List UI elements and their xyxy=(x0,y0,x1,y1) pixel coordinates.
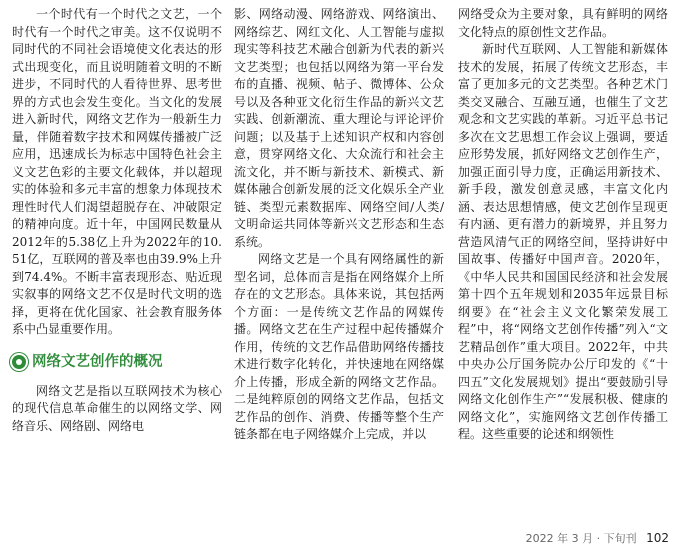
paragraph: 一个时代有一个时代之文艺，一个时代有一个时代之审美。这不仅说明不同时代的不同社会语境使文化表达的形式出现变化，而且说明随着文明的不断进步，不同时代的人看待世界、思考世界的方式也会发生变化。当文化的发展进入新时代，网络文艺作为一般新生力量，伴随着数字技术和网媒传播被广泛应用，迅速成长为标志中国特色社会主义文艺色彩的主要文化载体，并以超现实的体验和多元丰富的想象力体现技术理性时代人们渴望超脱存在、冲破限定的精神向度。近十年，中国网民数量从2012年的5.38亿上升为2022年的10.51亿，互联网的普及率也由39.9%上升到74.4%。不断丰富表现形态、贴近现实叙事的网络文艺不仅是时代文明的选择，更将在优化国家、社会教育服务体系中凸显重要作用。 xyxy=(12,7,222,336)
column-2 xyxy=(234,6,444,444)
page-footer xyxy=(0,530,669,546)
paragraph: 网络文艺是指以互联网技术为核心的现代信息革命催生的以网络文学、网络音乐、网络剧、网络电 xyxy=(12,383,222,433)
page-number: 102 xyxy=(646,531,669,545)
section-heading xyxy=(12,352,222,372)
section-heading-text: 网络文艺创作的概况 xyxy=(32,353,163,370)
issue-date: 2022 年 3 月 · 下旬刊 xyxy=(525,532,637,545)
bullet-circle-icon xyxy=(12,355,26,369)
paragraph-continued: 影、网络动漫、网络游戏、网络演出、网络综艺、网红文化、人工智能与虚拟现实等科技艺术融合创新为代表的新兴文艺类型；也包括以网络为第一平台发布的直播、视频、帖子、微博体、公众号以及各种亚文化衍生作品的新兴文艺实践、创新潮流、重大理论与评论评价问题；以及基于上述知识产权和内容创意，贯穿网络文化、大众流行和社会主流文化，并不断与新技术、新模式、新媒体融合创新发展的泛文化娱乐全产业链、类型元素数据库、网络空间/人类/文明命运共同体等新兴文艺形态和生态系统。 xyxy=(234,7,444,249)
paragraph: 网络文艺是一个具有网络属性的新型名词，总体而言是指在网络媒介上所存在的文艺形态。具体来说，其包括两个方面：一是传统文艺作品的网媒传播。网络文艺在生产过程中起传播媒介作用，传统的文艺作品借助网络传播技术进行数字化转化，并快速地在网络媒介上传播，形成全新的网络文艺作品。二是纯粹原创的网络文艺作品，包括文艺作品的创作、消费、传播等整个生产链条都在电子网络媒介上完成，并以 xyxy=(234,252,444,441)
paragraph: 新时代互联网、人工智能和新媒体技术的发展，拓展了传统文艺形态，丰富了更加多元的文艺类型。各种艺术门类交叉融合、互融互通，也催生了文艺观念和文艺实践的革新。习近平总书记多次在文艺思想工作会议上强调，要适应形势发展，抓好网络文艺创作生产，加强正面引导力度，正确运用新技术、新手段，激发创意灵感，丰富文化内涵、表达思想情感，使文艺创作呈现更有内涵、更有潜力的新境界，并且努力营造风清气正的网络空间，坚持讲好中国故事、传播好中国声音。2020年，《中华人民共和国国民经济和社会发展第十四个五年规划和2035年远景目标纲要》在“社会主义文化繁荣发展工程”中，将“网络文艺创作传播”列入“文艺精品创作”重大项目。2022年，中共中央办公厅国务院办公厅印发的《“十四五”文化发展规划》提出“要鼓励引导网络文化创作生产”“发展积极、健康的网络文化”，实施网络文艺创作传播工程。这些重要的论述和纲领性 xyxy=(458,42,668,441)
paragraph-continued: 网络受众为主要对象，具有鲜明的网络文化特点的原创性文艺作品。 xyxy=(458,7,668,39)
column-3 xyxy=(458,6,668,444)
column-1 xyxy=(12,6,222,435)
